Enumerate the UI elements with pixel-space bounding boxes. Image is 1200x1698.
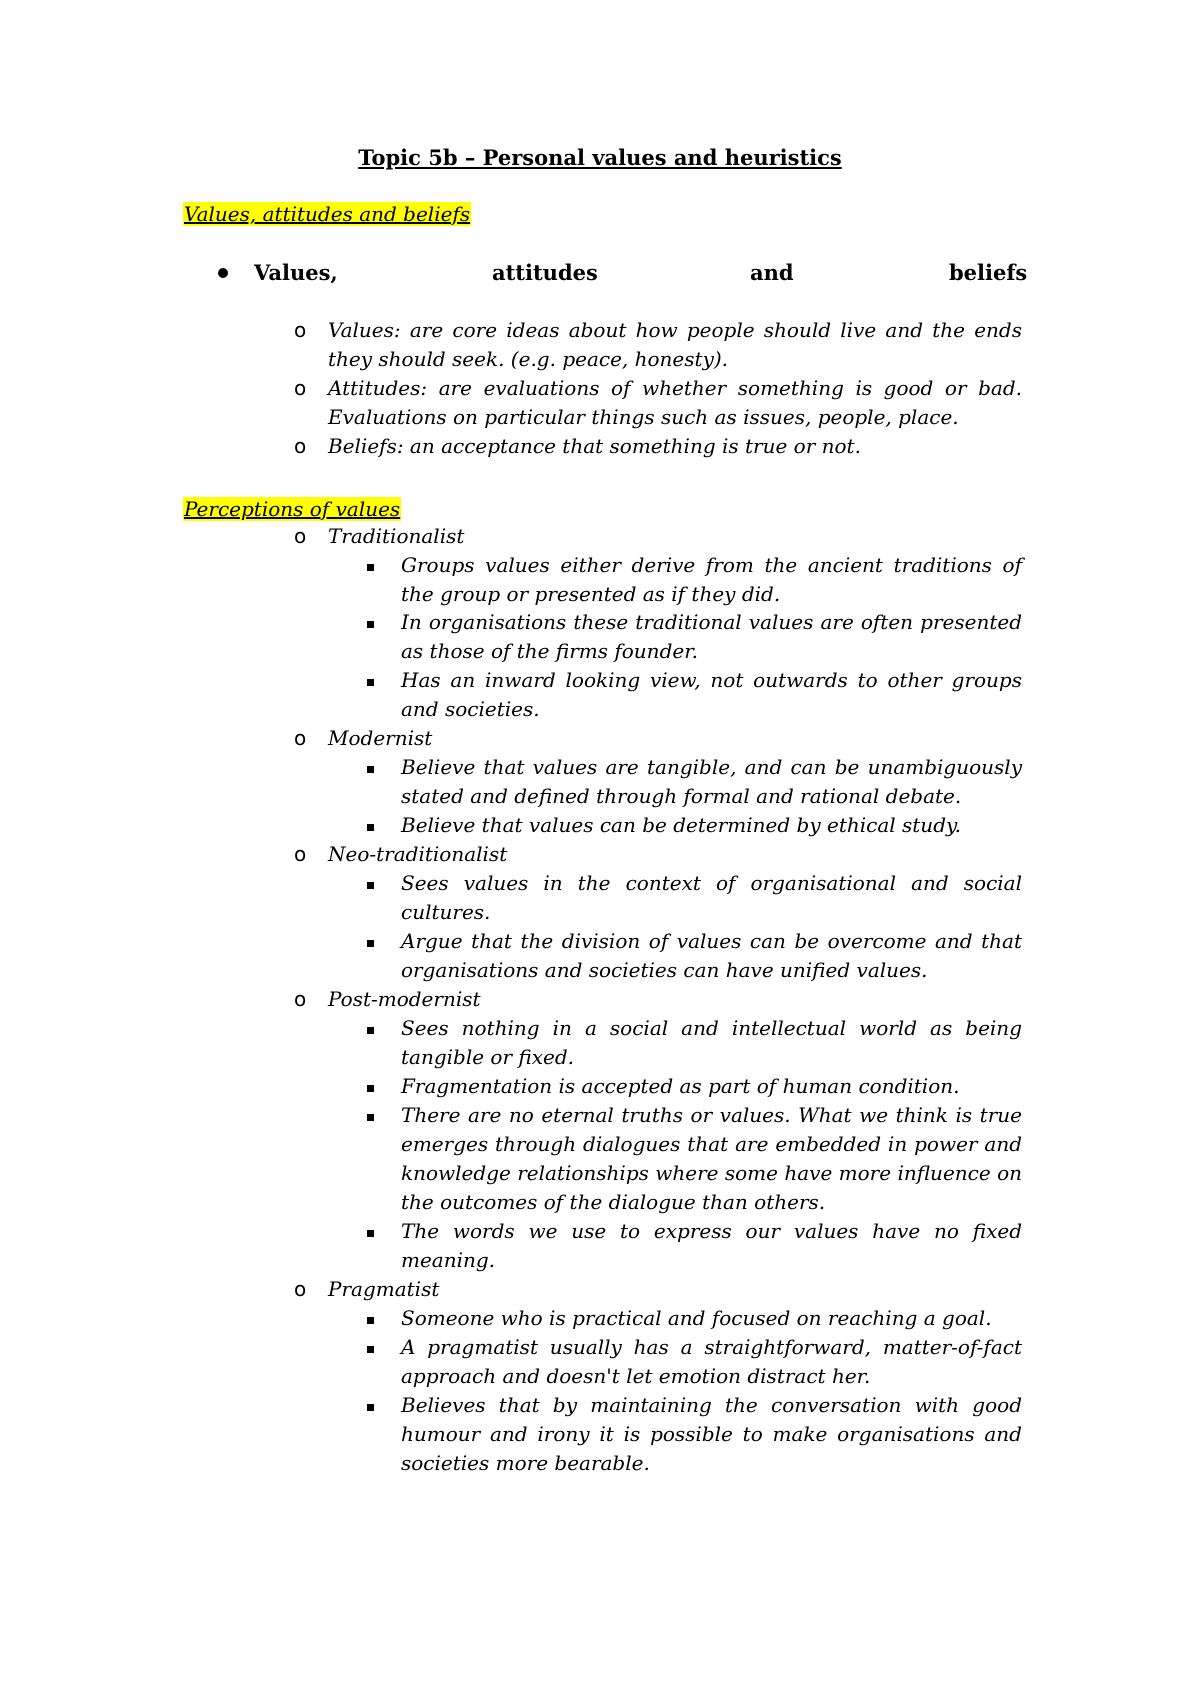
point-post-modernist-3: There are no eternal truths or values. What we think is true emerges through dialogues that are embedded in power and knowledge relationships where some have more influence on the outcomes of the dialogue than others. [401,1103,1022,1214]
circle-bullet-icon: o [294,842,307,866]
group-label-post-modernist: Post-modernist [328,987,481,1011]
square-bullet-icon [367,679,374,686]
section-heading-perceptions-of-values [183,496,401,522]
square-bullet-icon [367,564,374,571]
circle-bullet-icon: o [294,434,307,458]
point-pragmatist-2: A pragmatist usually has a straightforward, matter-of-fact approach and doesn't let emotion distract her. [401,1335,1022,1388]
square-bullet-icon [367,1027,374,1034]
circle-bullet-icon: o [294,524,307,548]
point-neo-traditionalist-1: Sees values in the context of organisational and social cultures. [401,871,1022,924]
highlighted-heading-text: Values, attitudes and beliefs [184,202,471,226]
definition-values: Values: are core ideas about how people should live and the ends they should seek. (e.g. peace, honesty). [328,318,1022,371]
group-label-neo-traditionalist: Neo-traditionalist [328,842,508,866]
square-bullet-icon [367,1085,374,1092]
highlighted-heading-text: Perceptions of values [184,497,401,521]
square-bullet-icon [367,940,374,947]
square-bullet-icon [367,1346,374,1353]
circle-bullet-icon: o [294,1277,307,1301]
point-post-modernist-4: The words we use to express our values have no fixed meaning. [401,1219,1022,1272]
point-traditionalist-1: Groups values either derive from the ancient traditions of the group or presented as if they did. [401,553,1022,606]
group-label-modernist: Modernist [328,726,433,750]
circle-bullet-icon: o [294,726,307,750]
point-modernist-2: Believe that values can be determined by ethical study. [401,813,961,837]
square-bullet-icon [367,621,374,628]
page-title: Topic 5b – Personal values and heuristics [358,145,842,170]
square-bullet-icon [367,882,374,889]
point-post-modernist-1: Sees nothing in a social and intellectual world as being tangible or fixed. [401,1016,1022,1069]
point-modernist-1: Believe that values are tangible, and can be unambiguously stated and defined through formal and rational debate. [401,755,1022,808]
bullet-word-and: and [750,260,794,285]
point-neo-traditionalist-2: Argue that the division of values can be overcome and that organisations and societies can have unified values. [401,929,1022,982]
definition-beliefs: Beliefs: an acceptance that something is true or not. [328,434,861,458]
group-label-pragmatist: Pragmatist [328,1277,440,1301]
square-bullet-icon [367,824,374,831]
square-bullet-icon [367,1230,374,1237]
circle-bullet-icon: o [294,987,307,1011]
bullet-values-attitudes-beliefs [0,259,1200,287]
bullet-word-attitudes: attitudes [492,260,598,285]
point-traditionalist-2: In organisations these traditional values are often presented as those of the firms founder. [401,610,1022,663]
bullet-word-values: Values, [254,260,338,285]
circle-bullet-icon: o [294,318,307,342]
square-bullet-icon [367,1114,374,1121]
circle-bullet-icon: o [294,376,307,400]
bullet-dot-icon [218,268,228,278]
square-bullet-icon [367,1317,374,1324]
point-pragmatist-3: Believes that by maintaining the conversation with good humour and irony it is possible to make organisations and societies more bearable. [401,1393,1022,1475]
square-bullet-icon [367,766,374,773]
group-label-traditionalist: Traditionalist [328,524,465,548]
definition-attitudes: Attitudes: are evaluations of whether something is good or bad. Evaluations on particular things such as issues, people, place. [328,376,1022,429]
square-bullet-icon [367,1404,374,1411]
bullet-word-beliefs: beliefs [949,260,1028,285]
point-post-modernist-2: Fragmentation is accepted as part of human condition. [401,1074,960,1098]
point-traditionalist-3: Has an inward looking view, not outwards to other groups and societies. [401,668,1022,721]
section-heading-values-attitudes-beliefs [183,201,471,227]
point-pragmatist-1: Someone who is practical and focused on reaching a goal. [401,1306,992,1330]
